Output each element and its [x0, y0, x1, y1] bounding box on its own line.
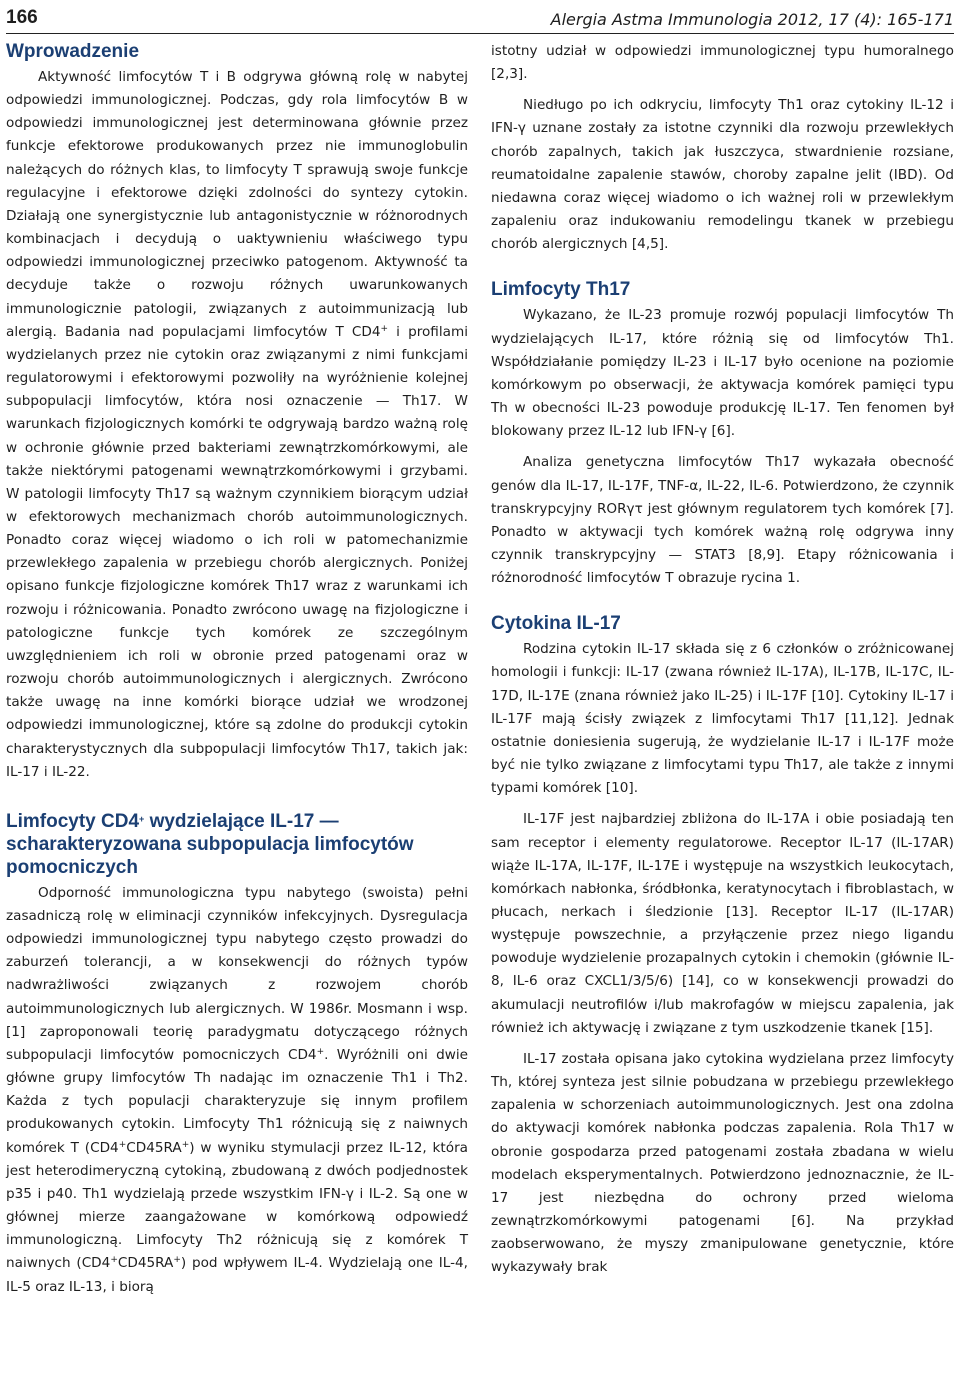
section-heading-cd4 — [6, 810, 468, 879]
paragraph-continuation: istotny udział w odpowiedzi immunologicznej typu humoralnego [2,3]. — [491, 43, 954, 83]
paragraph-il17-2: IL-17F jest najbardziej zbliżona do IL-17A i obie posiadają ten sam receptor i elementy regulatorowe. Receptor IL-17 (IL-17AR) wiąże IL-17A, IL-17F, IL-17E i występuje na wszystkich leukocytach, komórkach nabłonka, śródbłonka, keratynocytach i fibroblastach, w płucach, nerkach i śledzionie [13]. Receptor IL-17 (IL-17AR) występuje powszechnie, a przyłączenie przez niego ligandu powoduje wydzielenie prozapalnych cytokin i chemokin (głównie IL-8, IL-6 oraz CXCL1/3/5/6) [14], co w konsekwencji prowadzi do akumulacji neutrofilów i/lub makrofagów w miejscu zapalenia, jak również ich aktywację i związane z tym uszkodzenie tkanek [15]. — [491, 811, 954, 1036]
paragraph-il17-3: IL-17 została opisana jako cytokina wydzielana przez limfocyty Th, której synteza jest silnie pobudzana w przebiegu przewlekłego zapalenia w schorzeniach autoimmunologicznych. Jest ona zdolna do aktywacji komórek nabłonka podczas zapalenia. Rola Th17 w obronie gospodarza przed patogenami została zbadana w wielu modelach eksperymentalnych. Potwierdzono jednoznacznie, że IL-17 jest niezbędna do ochrony przed wieloma zewnątrzkomórkowymi patogenami [6]. Na przykład zaobserwowano, że myszy zmanipulowane genetycznie, które wykazywały brak — [491, 1050, 954, 1276]
paragraph-il17-1: Rodzina cytokin IL-17 składa się z 6 członków o zróżnicowanej homologii i funkcji: IL-17 (zwana również IL-17A), IL-17B, IL-17C, IL-17D, IL-17E (znana również jako IL-25) i IL-17F [10]. Cytokiny IL-17 i IL-17F mają ścisły związek z limfocytami Th17 [11,12]. Jednak ostatnie doniesienia sugerują, że wydzielanie IL-17 i IL-17F może być nie tylko związane z limfocytami typu Th17, ale także z innymi typami komórek [10]. — [491, 641, 954, 797]
superscript-plus: + — [110, 1255, 118, 1266]
paragraph-introduction — [6, 66, 468, 784]
superscript-plus: + — [118, 1139, 127, 1150]
cd4-text-e: CD45RA — [117, 1255, 174, 1272]
paragraph-th17-1: Wykazano, że IL-23 promuje rozwój populacji limfocytów Th wydzielających IL-17, które różnią się od limfocytów Th1. Współdziałanie pomiędzy IL-23 i IL-17 było ocenione na poziomie komórkowym po obserwacji, że aktywacja komórek pamięci typu Th w obecności IL-23 powoduje produkcję IL-17. Ten fenomen był blokowany przez IL-12 lub IFN-γ [6]. — [491, 307, 954, 440]
page-number: 166 — [6, 7, 38, 28]
superscript-plus: + — [173, 1255, 181, 1266]
cd4-text-a: Odporność immunologiczna typu nabytego (swoista) pełni zasadniczą rolę w eliminacji czynników infekcyjnych. Dysregulacja odpowiedzi immunologicznej typu nabytego często prowadzi do zaburzeń tolerancji, a w konsekwencji do różnych typów nadwrażliwości związanych z rozwojem chorób autoimmunologicznych lub alergicznych. W 1986r. Mosmann i wsp. [1] zaproponowali teorię paradygmatu dotyczącego różnych subpopulacji limfocytów pomocniczych CD4 — [6, 884, 468, 1063]
cd4-heading-part2: wydzielające IL-17 — scharakteryzowana subpopulacja limfocytów pomocniczych — [6, 810, 414, 878]
superscript-plus: + — [380, 323, 389, 334]
superscript-plus: + — [181, 1139, 190, 1150]
cd4-text-d: ) w wyniku stymulacji przez IL-12, która jest heterodimeryczną cytokiną, zbudowaną z dwóch podjednostek p35 i p40. Th1 wydzielają przede wszystkim IFN-γ i IL-2. Są one w głównej mierze zaangażowane w komórkową odpowiedź immunologiczną. Limfocyty Th2 różnicują się z komórek T naiwnych (CD4 — [6, 1139, 468, 1272]
paragraph-cd4 — [6, 882, 468, 1299]
cd4-text-c: CD45RA — [126, 1139, 182, 1156]
section-heading-il17: Cytokina IL-17 — [491, 613, 621, 635]
intro-text-part1: Aktywność limfocytów T i B odgrywa główną rolę w nabytej odpowiedzi immunologicznej. Podczas, gdy rola limfocytów B w odpowiedzi immunologicznej jest determinowana głównie przez funkcje efektorowe produkowanych przez nie immunoglobulin należących do różnych klas, to limfocyty T sprawują swoje funkcje regulacyjne i efektorowe dzięki zdolności do syntezy cytokin. Działają one synergistycznie lub antagonistycznie w różnorodnych kombinacjach i decydują o uaktywnieniu właściwego typu odpowiedzi immunologicznej przeciwko patogenom. Aktywność ta decyduje także o rozwoju różnych uwarunkowanych immunologicznie patologii, związanych z autoimmunizacją lub alergią. Badania nad populacjami limfocytów T CD4 — [6, 69, 468, 340]
cd4-heading-part1: Limfocyty CD4 — [6, 810, 140, 832]
intro-text-part2: i profilami wydzielanych przez nie cytokin oraz związanymi z nimi funkcjami regulatorowymi i efektorowymi pozwoliły na wyróżnienie kolejnej subpopulacji limfocytów, która nosi oznaczenie — Th17. W warunkach fizjologicznych komórki te odgrywają bardzo ważną rolę w ochronie głównie przed bakteriami zewnątrzkomórkowymi, ale także niektórymi patogenami wewnątrzkomórkowymi i grzybami. W patologii limfocyty Th17 są ważnym czynnikiem biorącym udział w efektorowych mechanizmach chorób autoimmunologicznych. Ponadto coraz więcej wiadomo o ich roli w patomechanizmie przewlekłego zapalenia w przebiegu chorób alergicznych. Poniżej opisano funkcje fizjologiczne komórek Th17 wraz z warunkami ich rozwoju i różnicowania. Ponadto zwrócono uwagę na fizjologiczne i patologiczne funkcje tych komórek ze szczególnym uwzględnieniem ich roli w obronie przed patogenami oraz w rozwoju chorób autoimmunologicznych i alergicznych. Zwrócono także uwagę na inne komórki biorące udział we wrodzonej odpowiedzi immunologicznej, które są zdolne do produkcji cytokin charakterystycznych dla subpopulacji limfocytów Th17, takich jak: IL-17 i IL-22. — [6, 323, 468, 780]
superscript-plus: + — [316, 1046, 325, 1057]
cd4-text-f: ) pod wpływem IL-4. Wydzielają one IL-4, IL-5 oraz IL-13, i biorą — [6, 1255, 469, 1295]
superscript-plus: + — [139, 813, 145, 824]
left-column — [6, 40, 468, 1307]
cd4-text-b: . Wyróżnili oni dwie główne grupy limfocytów Th nadając im oznaczenie Th1 i Th2. Każda z tych populacji charakteryzuje się innym profilem produkowanych cytokin. Limfocyty Th1 różnicują się z naiwnych komórek T (CD4 — [6, 1046, 468, 1156]
paragraph-th17-2: Analiza genetyczna limfocytów Th17 wykazała obecność genów dla IL-17, IL-17F, TNF-α, IL-22, IL-6. Potwierdzono, że czynnik transkrypcyjny RORγτ jest głównym regulatorem tych komórek [7]. Ponadto w aktywacji tych komórek ważną rolę odgrywa inny czynnik transkrypcyjny — STAT3 [8,9]. Etapy różnicowania i różnorodność limfocytów T obrazuje rycina 1. — [491, 454, 954, 587]
paragraph-th1-diseases: Niedługo po ich odkryciu, limfocyty Th1 oraz cytokiny IL-12 i IFN-γ uznane zostały za istotne czynniki dla rozwoju przewlekłych chorób zapalnych, takich jak łuszczyca, stwardnienie rozsiane, reumatoidalne zapalenie stawów, choroby zapalne jelit (IBD). Od niedawna coraz więcej wiadomo o ich ważnej roli w przewlekłym zapaleniu oraz indukowaniu remodelingu tkanek w przebiegu chorób alergicznych [4,5]. — [491, 97, 954, 253]
section-heading-th17: Limfocyty Th17 — [491, 279, 631, 301]
section-heading-introduction: Wprowadzenie — [6, 41, 140, 62]
right-column — [491, 40, 954, 1288]
journal-citation: Alergia Astma Immunologia 2012, 17 (4): 165-171 — [550, 10, 954, 29]
running-header — [6, 0, 954, 34]
